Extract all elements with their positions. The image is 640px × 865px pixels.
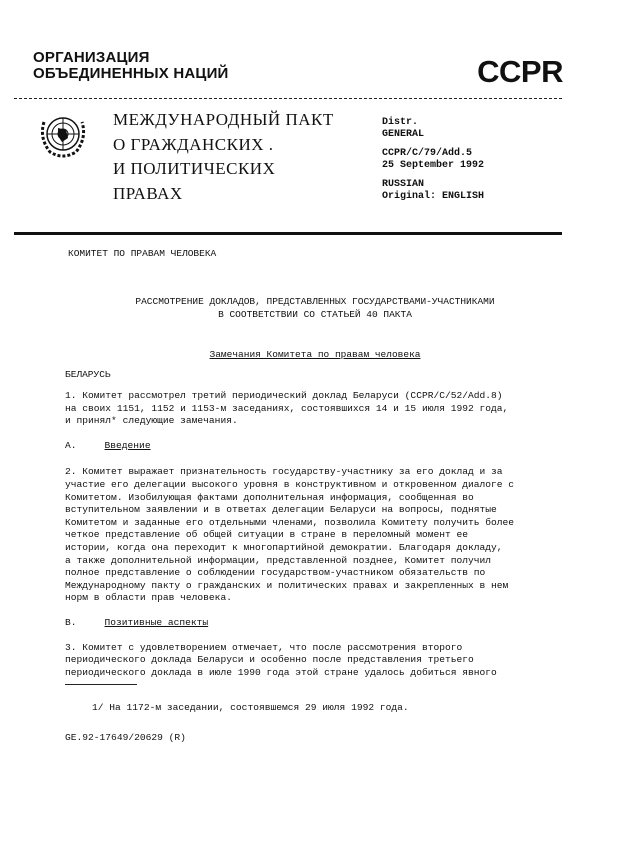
language: RUSSIAN [382, 179, 425, 190]
title-line: ПРАВАХ [113, 183, 183, 203]
heading-line: В СООТВЕТСТВИИ СО СТАТЬЕЙ 40 ПАКТА [218, 309, 412, 320]
main-heading [60, 295, 570, 321]
section-number: В. [65, 616, 77, 628]
text-line: Комитетом. Изобилующая фактами дополнительная информация, сообщенная во [65, 491, 474, 503]
title-line: О ГРАЖДАНСКИХ . [113, 134, 274, 154]
org-line: ОБЪЕДИНЕННЫХ НАЦИЙ [33, 65, 229, 82]
section-number: А. [65, 439, 77, 451]
section-title: Позитивные аспекты [104, 616, 209, 628]
text-line: норм в области прав человека. [65, 592, 232, 604]
title-line: И ПОЛИТИЧЕСКИХ [113, 159, 276, 178]
text-line: участие его делегации высокого уровня в конструктивном и откровенном диалоге с [65, 478, 515, 490]
org-name [33, 50, 229, 82]
header-block [0, 108, 640, 232]
divider [14, 98, 562, 99]
original-language: Original: ENGLISH [382, 191, 485, 202]
text-line: Международному пакту о гражданских и политических правах и закрепленных в нем [65, 579, 509, 591]
footnote: 1/ На 1172-м заседании, состоявшемся 29 июля 1992 года. [92, 702, 409, 714]
subtitle-text: Замечания Комитета по правам человека [209, 349, 421, 360]
distr-value: GENERAL [382, 129, 425, 140]
text-line: 1. Комитет рассмотрел третий периодический доклад Беларуси (CCPR/C/52/Add.8) [65, 390, 503, 401]
heading-line: РАССМОТРЕНИЕ ДОКЛАДОВ, ПРЕДСТАВЛЕННЫХ ГОСУДАРСТВАМИ-УЧАСТНИКАМИ [135, 296, 495, 307]
text-line: периодического доклада в июле 1990 года этой стране удалось добиться явного [65, 666, 497, 678]
document-meta [382, 108, 582, 232]
country: БЕЛАРУСЬ [65, 369, 111, 380]
section-title: Введение [104, 439, 151, 451]
text-line: вступительном заявлении и в ответах делегации Беларуси на вопросы, поднятые [65, 504, 497, 516]
text-line: и принял* следующие замечания. [65, 415, 238, 427]
language-block [382, 179, 582, 203]
paragraph-2 [65, 466, 640, 605]
section-b-heading [65, 617, 640, 630]
committee-name: КОМИТЕТ ПО ПРАВАМ ЧЕЛОВЕКА [68, 248, 217, 259]
doc-symbol-block [382, 148, 582, 172]
text-line: Комитетом и заданные его отдельными членами, позволила Комитету получить более [65, 516, 515, 528]
text-line: а также дополнительной информации, представленной позднее, Комитет получил [65, 554, 492, 566]
un-emblem-icon [36, 108, 90, 162]
text-line: полное представление о соблюдении государством-участником обязательств по [65, 567, 486, 579]
text-line: на своих 1151, 1152 и 1153-м заседаниях, состоявшихся 14 и 15 июля 1992 года, [65, 402, 509, 414]
divider-thick [14, 232, 562, 235]
text-line: 3. Комитет с удовлетворением отмечает, что после рассмотрения второго [65, 641, 463, 653]
distribution [382, 117, 582, 141]
paragraph-1 [65, 390, 640, 428]
text-line: периодического доклада Беларуси и особенно после представления третьего [65, 654, 474, 666]
document-series: CCPR [477, 54, 563, 89]
org-line: ОРГАНИЗАЦИЯ [33, 49, 150, 66]
paragraph-3 [65, 642, 640, 680]
text-line: 2. Комитет выражает признательность государству-участнику за его доклад и за [65, 466, 503, 478]
distr-label: Distr. [382, 117, 419, 128]
doc-symbol: CCPR/C/79/Add.5 [382, 148, 473, 159]
subtitle [60, 348, 570, 361]
doc-date: 25 September 1992 [382, 160, 485, 171]
footnote-rule [65, 684, 137, 685]
covenant-title [113, 108, 382, 232]
title-line: МЕЖДУНАРОДНЫЙ ПАКТ [113, 110, 334, 129]
text-line: истории, когда она переходит к многопартийной демократии. Благодаря докладу, [65, 541, 503, 553]
text-line: четкое представление об общей ситуации в стране в переломный момент ее [65, 529, 469, 541]
job-number: GE.92-17649/20629 (R) [65, 731, 186, 743]
section-a-heading [65, 440, 640, 453]
letterhead [0, 50, 640, 89]
